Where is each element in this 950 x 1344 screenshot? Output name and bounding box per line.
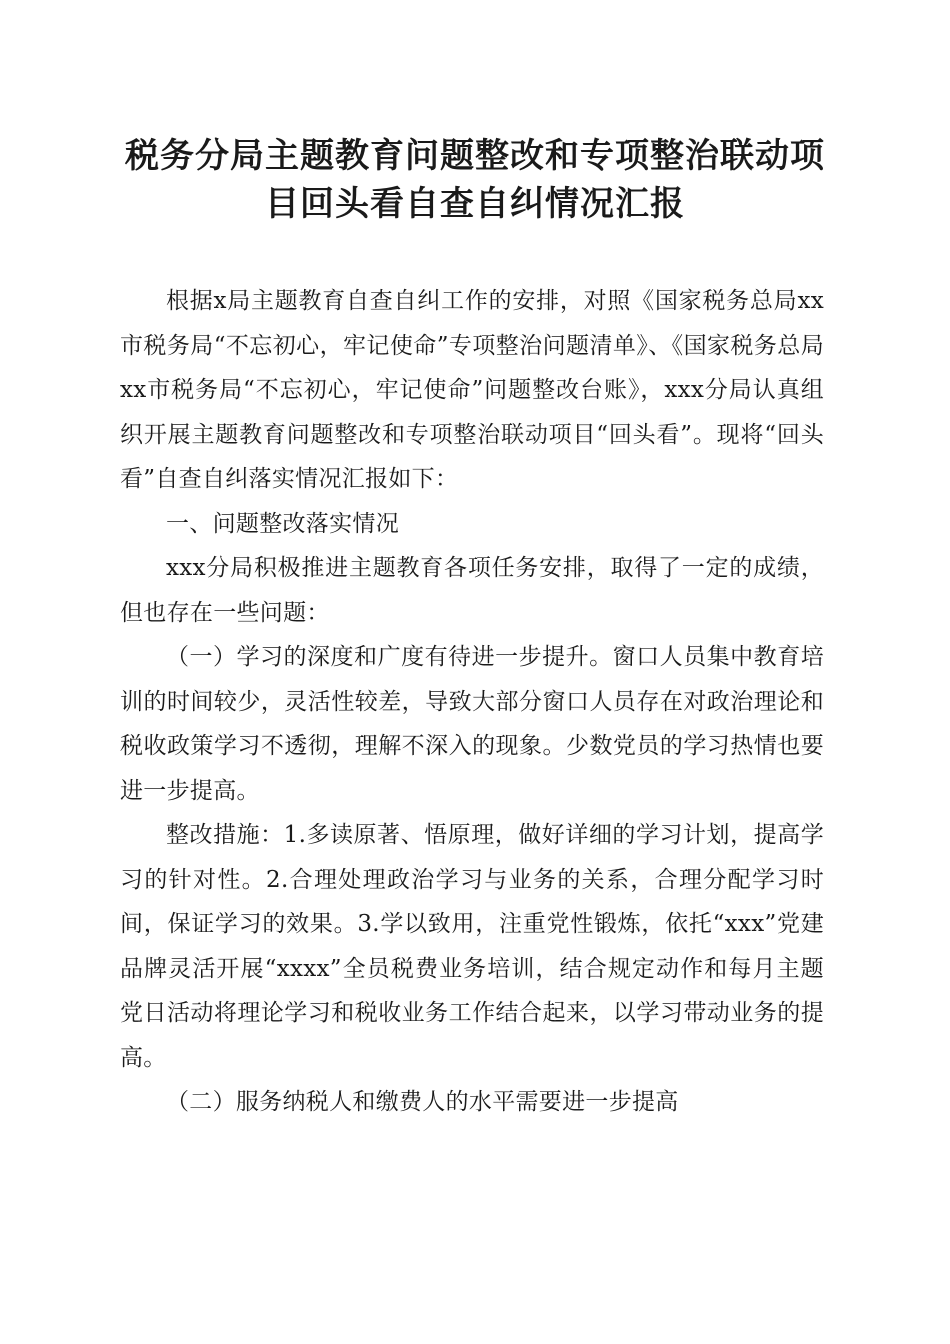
section-heading-1: 一、问题整改落实情况 [166,510,399,537]
section-1-intro-paragraph: xxx分局积极推进主题教育各项任务安排，取得了一定的成绩，但也存在一些问题： [120,555,824,626]
document-body [120,279,824,1125]
title-line-2: 目回头看自查自纠情况汇报 [265,184,685,224]
issue-1-text: 窗口人员集中教育培训的时间较少，灵活性较差，导致大部分窗口人员存在对政治理论和税收政策学习不透彻，理解不深入的现象。少数党员的学习热情也要进一步提高。 [120,644,824,804]
rectification-measures-paragraph: 整改措施：1.多读原著、悟原理，做好详细的学习计划，提高学习的针对性。2.合理处理政治学习与业务的关系，合理分配学习时间，保证学习的效果。3.学以致用，注重党性锻炼，依托“xxx”党建品牌灵活开展“xxxx”全员税费业务培训，结合规定动作和每月主题党日活动将理论学习和税收业务工作结合起来，以学习带动业务的提高。 [120,822,824,1071]
intro-paragraph: 根据x局主题教育自查自纠工作的安排，对照《国家税务总局xx市税务局“不忘初心，牢记使命”专项整治问题清单》、《国家税务总局xx市税务局“不忘初心，牢记使命”问题整改台账》，xxx分局认真组织开展主题教育问题整改和专项整治联动项目“回头看”。现将“回头看”自查自纠落实情况汇报如下： [120,288,824,492]
issue-1-paragraph [120,635,824,813]
title-line-1: 税务分局主题教育问题整改和专项整治联动项 [125,136,825,176]
document-title [100,132,850,228]
issue-1-heading: （一）学习的深度和广度有待进一步提升。 [166,644,613,670]
issue-2-heading: （二）服务纳税人和缴费人的水平需要进一步提高 [166,1089,679,1115]
